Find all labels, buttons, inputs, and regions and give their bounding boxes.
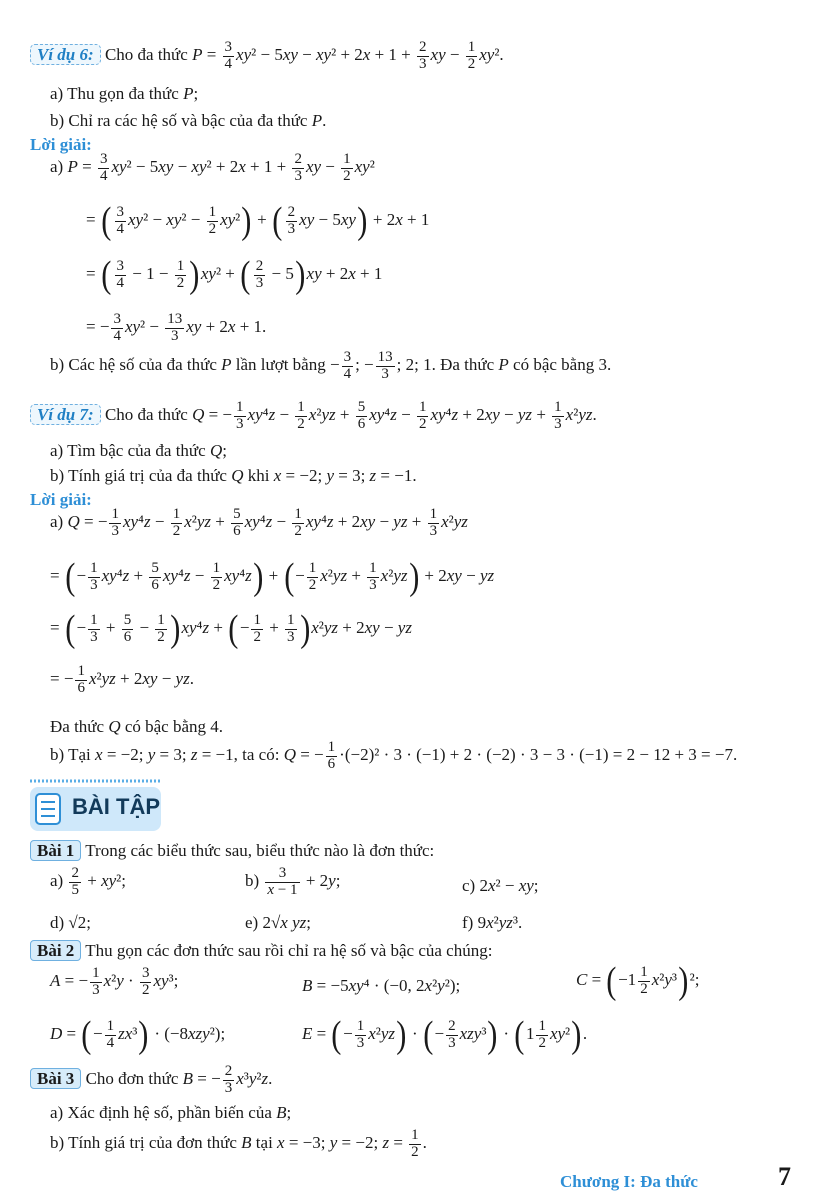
ex7-answer-b: b) Tại x = −2; y = 3; z = −1, ta có: Q = − $\frac{1}{6}$ ·(−2)² · 3 · (−1) + 2 · (−2) · 3 − 3 · (−1) = 2 − 12 + 3 = −7. xyxy=(50,739,738,772)
b1-option-c: c) 2x² − xy; xyxy=(462,876,539,895)
ex6-question-a: a) Thu gọn đa thức P; xyxy=(50,84,199,103)
ex7-step-4: = − $\frac{1}{6}$ x²yz + 2xy − yz. xyxy=(50,663,194,696)
b2-expr-b: B = −5xy⁴ · (−0, 2x²y²); xyxy=(302,976,461,995)
ex6-label: Ví dụ 6: xyxy=(30,44,101,65)
b3-label: Bài 3 xyxy=(30,1068,81,1089)
ex6-step-1: a) P = $\frac{3}{4}$ xy² − 5xy − xy² + 2x + 1 + $\frac{2}{3}$ xy − $\frac{1}{2}$ xy² xyxy=(50,151,375,184)
ex6-solution-heading: Lời giải: xyxy=(30,135,92,154)
ex7-question-b: b) Tính giá trị của đa thức Q khi x = −2; y = 3; z = −1. xyxy=(50,466,417,485)
b2-label: Bài 2 xyxy=(30,940,81,961)
b3-question-a: a) Xác định hệ số, phần biến của B; xyxy=(50,1103,292,1122)
b3-statement: Bài 3 Cho đơn thức B = − $\frac{2}{3}$ x³y²z. xyxy=(30,1064,272,1097)
ex7-statement: Ví dụ 7: Cho đa thức Q = − $\frac{1}{3}$ xy⁴z − $\frac{1}{2}$ x²yz + $\frac{5}{6}$ xy⁴z − $\frac{1}{2}$ xy⁴z + 2xy − yz + $\frac{1}{3}$ x²yz. xyxy=(30,400,597,433)
b1-statement: Bài 1 Trong các biểu thức sau, biểu thức nào là đơn thức: xyxy=(30,840,434,863)
ex6-statement: Ví dụ 6: Cho đa thức P = $\frac{3}{4}$ xy² − 5xy − xy² + 2x + 1 + $\frac{2}{3}$ xy − $\frac{1}{2}$ xy². xyxy=(30,40,504,73)
b2-expr-a: A = − $\frac{1}{3}$ x²y · $\frac{3}{2}$ xy³; xyxy=(50,965,179,998)
ex7-solution-heading: Lời giải: xyxy=(30,490,92,509)
ex7-label: Ví dụ 7: xyxy=(30,404,101,425)
chapter-footer: Chương I: Đa thức xyxy=(560,1172,698,1191)
b1-option-b: b) $\frac{3}{x - 1}$ + 2y; xyxy=(245,865,341,898)
b1-option-a: a) $\frac{2}{5}$ + xy²; xyxy=(50,865,126,898)
b2-expr-e: E = (− $\frac{1}{3}$ x²yz) · (− $\frac{2}{3}$ xzy³) · (1 $\frac{1}{2}$ xy²). xyxy=(302,1014,588,1056)
ex7-question-a: a) Tìm bậc của đa thức Q; xyxy=(50,441,227,460)
b2-expr-c: C = (−1 $\frac{1}{2}$ x²y³)²; xyxy=(576,960,700,1002)
b1-option-d: d) √2; xyxy=(50,913,91,932)
page-number: 7 xyxy=(778,1162,791,1191)
ex6-step-4: = − $\frac{3}{4}$ xy² − $\frac{13}{3}$ xy + 2x + 1. xyxy=(86,311,267,344)
ex7-step-3: = (− $\frac{1}{3}$ + $\frac{5}{6}$ − $\frac{1}{2}$ )xy⁴z + (− $\frac{1}{2}$ + $\frac{1}{3}$ )x²yz + 2xy − yz xyxy=(50,608,412,650)
ex6-answer-b: b) Các hệ số của đa thức P lần lượt bằng − $\frac{3}{4}$ ; − $\frac{13}{3}$ ; 2; 1. Đa thức P có bậc bằng 3. xyxy=(50,349,612,382)
exercises-title: BÀI TẬP xyxy=(72,794,160,819)
b3-question-b: b) Tính giá trị của đơn thức B tại x = −3; y = −2; z = $\frac{1}{2}$ . xyxy=(50,1127,427,1160)
b2-expr-d: D = (− $\frac{1}{4}$ zx³) · (−8xzy²); xyxy=(50,1014,226,1056)
ex7-step-2: = (− $\frac{1}{3}$ xy⁴z + $\frac{5}{6}$ xy⁴z − $\frac{1}{2}$ xy⁴z) + (− $\frac{1}{2}$ x²yz + $\frac{1}{3}$ x²yz) + 2xy − yz xyxy=(50,556,495,598)
ex6-step-2: = ( $\frac{3}{4}$ xy² − xy² − $\frac{1}{2}$ xy²) + ( $\frac{2}{3}$ xy − 5xy) + 2x + 1 xyxy=(86,200,430,242)
b2-statement: Bài 2 Thu gọn các đơn thức sau rồi chỉ ra hệ số và bậc của chúng: xyxy=(30,940,492,963)
ex7-step-1: a) Q = − $\frac{1}{3}$ xy⁴z − $\frac{1}{2}$ x²yz + $\frac{5}{6}$ xy⁴z − $\frac{1}{2}$ xy⁴z + 2xy − yz + $\frac{1}{3}$ x²yz xyxy=(50,506,468,539)
ex6-question-b: b) Chỉ ra các hệ số và bậc của đa thức P. xyxy=(50,111,327,130)
ex6-step-3: = ( $\frac{3}{4}$ − 1 − $\frac{1}{2}$ )xy² + ( $\frac{2}{3}$ − 5)xy + 2x + 1 xyxy=(86,254,383,296)
b1-option-f: f) 9x²yz³. xyxy=(462,913,523,932)
b1-option-e: e) 2√x yz; xyxy=(245,913,311,932)
b1-label: Bài 1 xyxy=(30,840,81,861)
ex7-degree: Đa thức Q có bậc bằng 4. xyxy=(50,717,224,736)
